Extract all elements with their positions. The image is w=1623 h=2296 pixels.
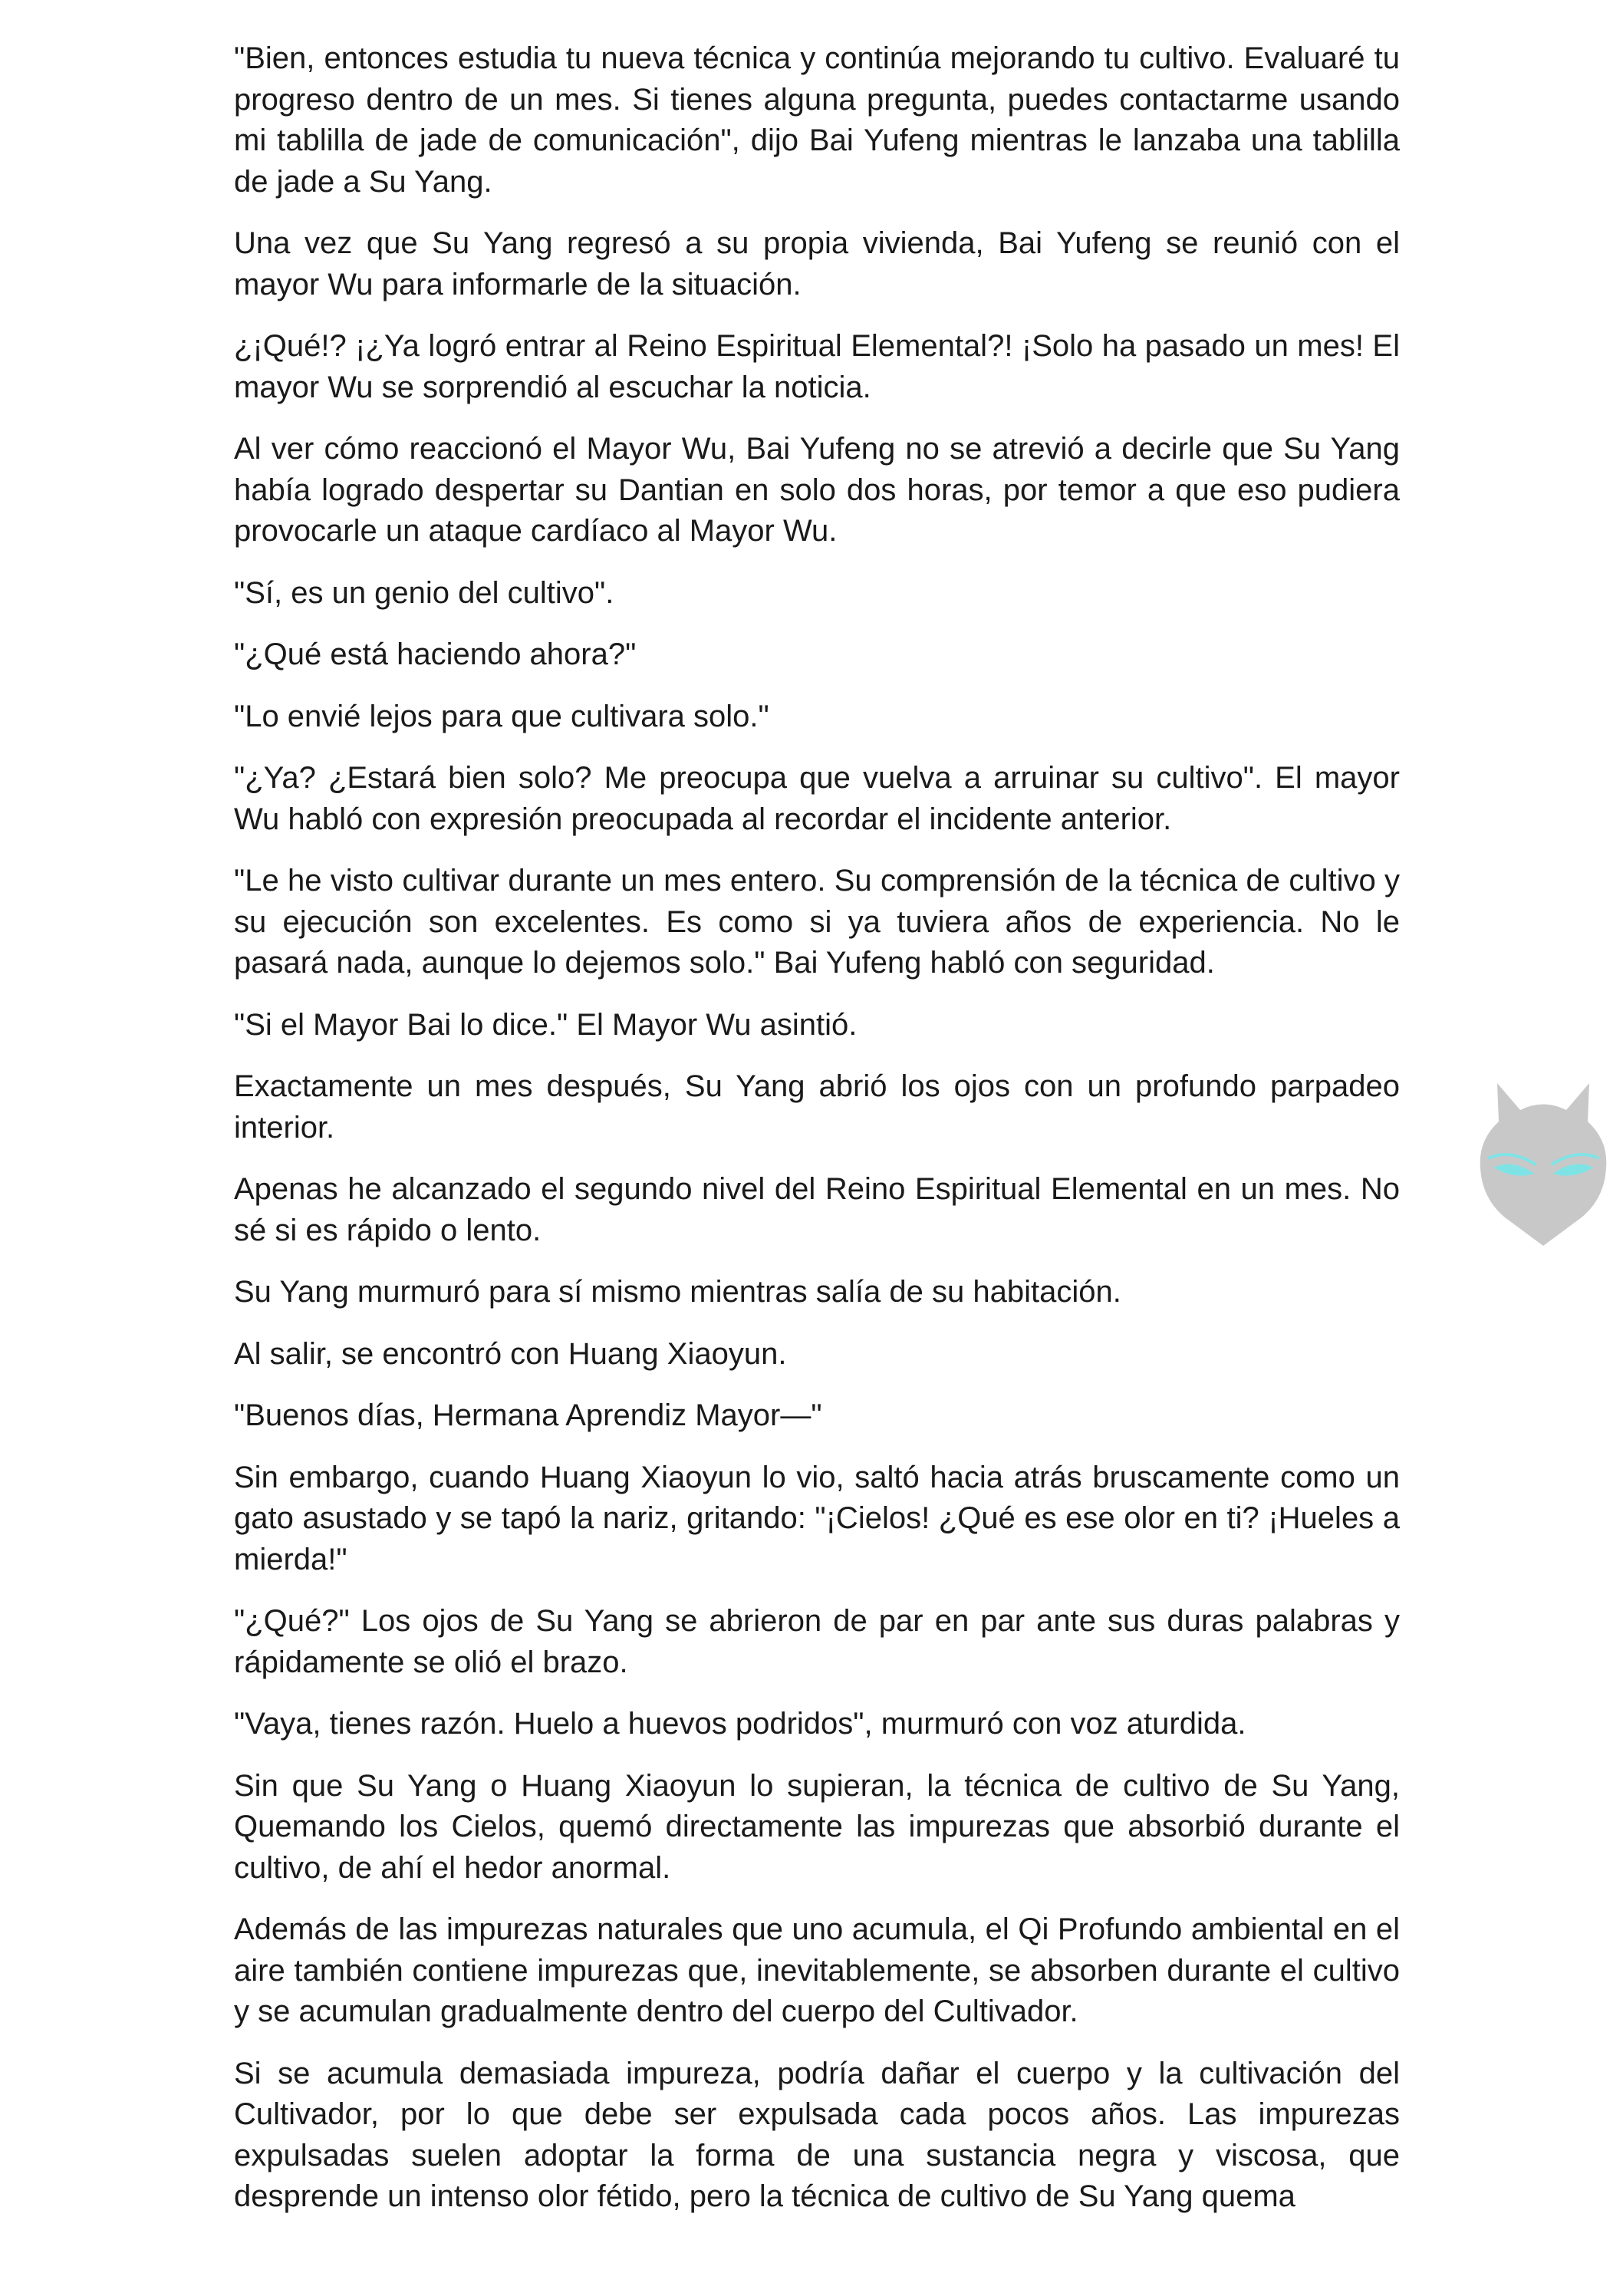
- paragraph-5: "Sí, es un genio del cultivo".: [234, 575, 614, 610]
- paragraph-3: ¿¡Qué!? ¡¿Ya logró entrar al Reino Espiritual Elemental?! ¡Solo ha pasado un mes! El mayor Wu se sorprendió al escuchar la noticia.: [234, 329, 1400, 404]
- paragraph-20: Además de las impurezas naturales que uno acumula, el Qi Profundo ambiental en el aire también contiene impurezas que, inevitablemente, se absorben durante el cultivo y se acumulan gradualmente dentro del cuerpo del Cultivador.: [234, 1912, 1400, 2028]
- paragraph-21: Si se acumula demasiada impureza, podría dañar el cuerpo y la cultivación del Cultivador, por lo que debe ser expulsada cada pocos años. Las impurezas expulsadas suelen adoptar la forma de una sustancia negra y viscosa, que desprende un intenso olor fétido, pero la técnica de cultivo de Su Yang quema: [234, 2056, 1400, 2213]
- paragraph-10: "Si el Mayor Bai lo dice." El Mayor Wu asintió.: [234, 1007, 858, 1042]
- paragraph-14: Al salir, se encontró con Huang Xiaoyun.: [234, 1336, 787, 1371]
- paragraph-11: Exactamente un mes después, Su Yang abrió los ojos con un profundo parpadeo interior.: [234, 1069, 1400, 1145]
- paragraph-1: "Bien, entonces estudia tu nueva técnica y continúa mejorando tu cultivo. Evaluaré tu progreso dentro de un mes. Si tienes alguna pregunta, puedes contactarme usando mi tablilla de jade de comunicación", dijo Bai Yufeng mientras le lanzaba una tablilla de jade a Su Yang.: [234, 41, 1400, 199]
- paragraph-2: Una vez que Su Yang regresó a su propia vivienda, Bai Yufeng se reunió con el mayor Wu para informarle de la situación.: [234, 226, 1400, 301]
- paragraph-16: Sin embargo, cuando Huang Xiaoyun lo vio, saltó hacia atrás bruscamente como un gato asustado y se tapó la nariz, gritando: "¡Cielos! ¿Qué es ese olor en ti? ¡Hueles a mierda!": [234, 1460, 1400, 1576]
- demon-head-icon: [1467, 1076, 1620, 1252]
- paragraph-4: Al ver cómo reaccionó el Mayor Wu, Bai Yufeng no se atrevió a decirle que Su Yang había logrado despertar su Dantian en solo dos horas, por temor a que eso pudiera provocarle un ataque cardíaco al Mayor Wu.: [234, 432, 1400, 548]
- paragraph-9: "Le he visto cultivar durante un mes entero. Su comprensión de la técnica de cultivo y su ejecución son excelentes. Es como si ya tuviera años de experiencia. No le pasará nada, aunque lo dejemos solo." Bai Yufeng habló con seguridad.: [234, 864, 1400, 980]
- paragraph-17: "¿Qué?" Los ojos de Su Yang se abrieron de par en par ante sus duras palabras y rápidamente se olió el brazo.: [234, 1604, 1400, 1679]
- paragraph-12: Apenas he alcanzado el segundo nivel del Reino Espiritual Elemental en un mes. No sé si es rápido o lento.: [234, 1172, 1400, 1247]
- demon-head-shape: [1480, 1083, 1607, 1246]
- paragraph-8: "¿Ya? ¿Estará bien solo? Me preocupa que vuelva a arruinar su cultivo". El mayor Wu habló con expresión preocupada al recordar el incidente anterior.: [234, 761, 1400, 836]
- paragraph-15: "Buenos días, Hermana Aprendiz Mayor—": [234, 1398, 822, 1432]
- paragraph-19: Sin que Su Yang o Huang Xiaoyun lo supieran, la técnica de cultivo de Su Yang, Quemando los Cielos, quemó directamente las impurezas que absorbió durante el cultivo, de ahí el hedor anormal.: [234, 1768, 1400, 1885]
- paragraph-18: "Vaya, tienes razón. Huelo a huevos podridos", murmuró con voz aturdida.: [234, 1707, 1246, 1741]
- paragraph-6: "¿Qué está haciendo ahora?": [234, 637, 637, 671]
- paragraph-7: "Lo envié lejos para que cultivara solo.": [234, 699, 769, 733]
- text-column: [234, 38, 1400, 2238]
- paragraph-13: Su Yang murmuró para sí mismo mientras salía de su habitación.: [234, 1275, 1121, 1309]
